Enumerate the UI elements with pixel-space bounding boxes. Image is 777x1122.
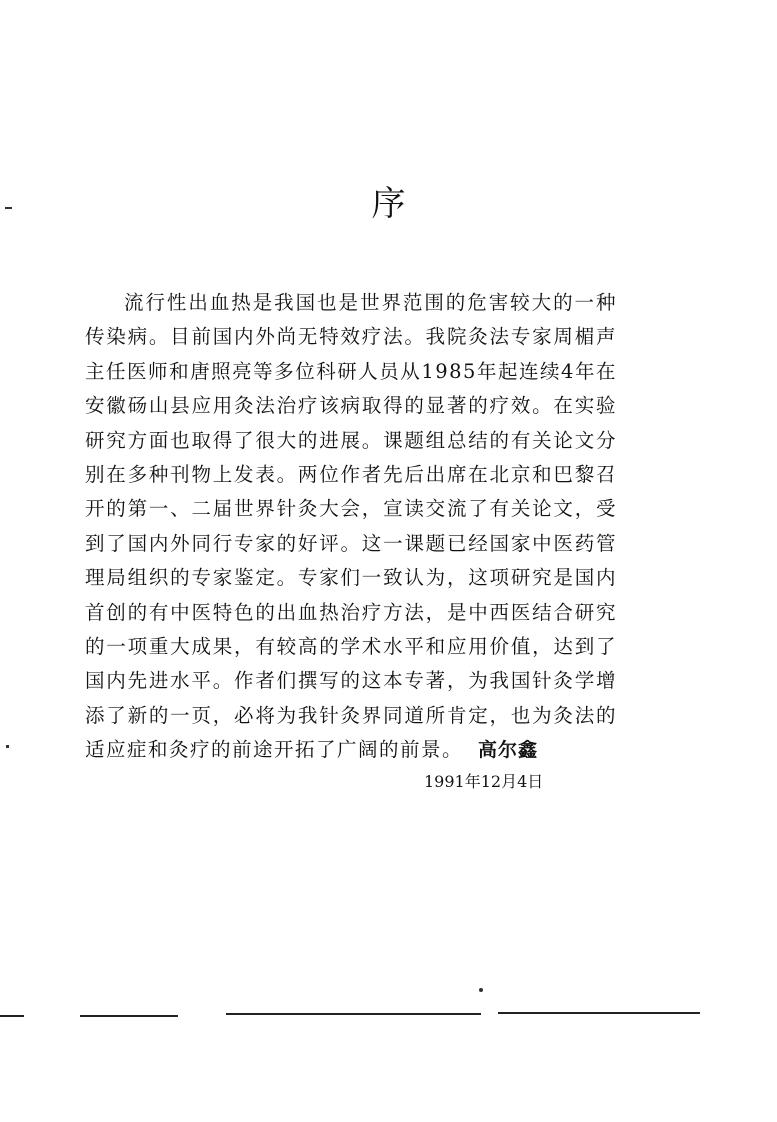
author-name: 高尔鑫 bbox=[478, 739, 539, 761]
signature-date: 1991年12月4日 bbox=[424, 772, 544, 791]
bottom-rule-1 bbox=[0, 1015, 24, 1017]
page-title: 序 bbox=[371, 184, 406, 224]
scan-speck-1 bbox=[5, 207, 12, 209]
scan-speck-3 bbox=[479, 988, 483, 992]
scan-speck-2 bbox=[6, 745, 9, 748]
preface-body: 流行性出血热是我国也是世界范围的危害较大的一种传染病。目前国内外尚无特效疗法。我院灸法专家周楣声主任医师和唐照亮等多位科研人员从1985年起连续4年在安徽砀山县应用灸法治疗该病取得的显著的疗效。在实验研究方面也取得了很大的进展。课题组总结的有关论文分别在多种刊物上发表。两位作者先后出席在北京和巴黎召开的第一、二届世界针灸大会，宣读交流了有关论文，受到了国内外同行专家的好评。这一课题已经国家中医药管理局组织的专家鉴定。专家们一致认为，这项研究是国内首创的有中医特色的出血热治疗方法，是中西医结合研究的一项重大成果，有较高的学术水平和应用价值，达到了国内先进水平。作者们撰写的这本专著，为我国针灸学增添了新的一页，必将为我针灸界同道所肯定，也为灸法的适应症和灸疗的前途开拓了广阔的前景。 bbox=[85, 291, 617, 762]
bottom-rule-2 bbox=[80, 1015, 178, 1017]
bottom-rule-4 bbox=[498, 1012, 700, 1014]
bottom-rule-3 bbox=[226, 1013, 481, 1015]
